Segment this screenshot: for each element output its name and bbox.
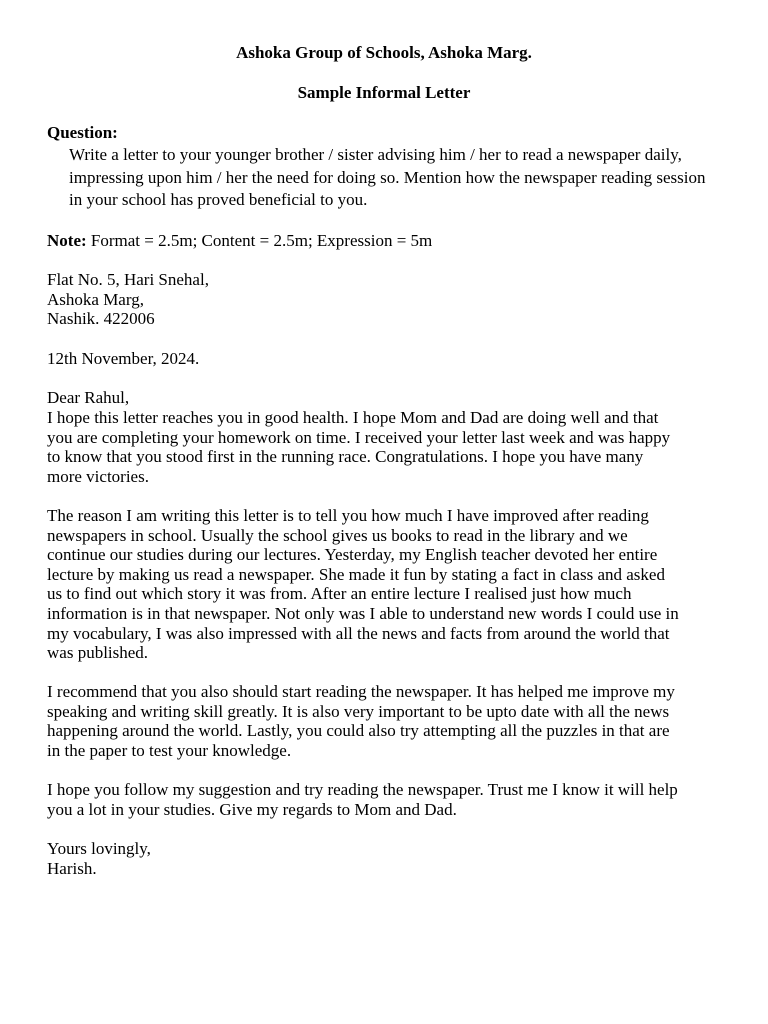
closing-phrase: Yours lovingly, (47, 839, 151, 858)
salutation: Dear Rahul, (47, 388, 130, 407)
text-line: happening around the world. Lastly, you could also try attempting all the puzzles in that are (47, 721, 670, 741)
text-line: I hope this letter reaches you in good health. I hope Mom and Dad are doing well and that (47, 408, 659, 427)
marks-note (47, 231, 432, 251)
body-paragraph-3 (47, 682, 727, 760)
text-line: information is in that newspaper. Not only was I able to understand new words I could use in (47, 603, 679, 623)
text-line: my vocabulary, I was also impressed with all the news and facts from around the world that (47, 623, 670, 643)
text-line: in the paper to test your knowledge. (47, 740, 292, 760)
text-line: you are completing your homework on time. I received your letter last week and was happy (47, 427, 671, 447)
question-heading: Question: (47, 123, 118, 142)
body-paragraph-4 (47, 780, 727, 819)
sender-address (47, 270, 727, 329)
question-text: Write a letter to your younger brother / sister advising him / her to read a newspaper daily, impressing upon him / her the need for doing so. Mention how the newspaper reading session in your school has proved beneficial to you. (69, 145, 706, 209)
address-line: Nashik. 422006 (47, 309, 155, 329)
text-line: continue our studies during our lectures. Yesterday, my English teacher devoted her entire (47, 545, 658, 565)
text-line: I recommend that you also should start reading the newspaper. It has helped me improve my (47, 682, 675, 701)
letter-closing (47, 839, 727, 878)
text-line: lecture by making us read a newspaper. She made it fun by stating a fact in class and asked (47, 564, 665, 584)
text-line: The reason I am writing this letter is to tell you how much I have improved after reading (47, 506, 649, 525)
body-paragraph-2 (47, 506, 727, 663)
text-line: I hope you follow my suggestion and try reading the newspaper. Trust me I know it will help (47, 780, 678, 799)
body-paragraph-1 (47, 408, 727, 486)
address-line: Flat No. 5, Hari Snehal, (47, 270, 209, 289)
text-line: to know that you stood first in the running race. Congratulations. I hope you have many (47, 447, 644, 467)
school-name: Ashoka Group of Schools, Ashoka Marg. (236, 43, 532, 62)
signature-name: Harish. (47, 858, 97, 878)
text-line: you a lot in your studies. Give my regards to Mom and Dad. (47, 799, 457, 819)
address-line: Ashoka Marg, (47, 289, 144, 309)
text-line: speaking and writing skill greatly. It is also very important to be upto date with all the news (47, 701, 670, 721)
note-text: Format = 2.5m; Content = 2.5m; Expression = 5m (86, 231, 433, 250)
text-line: us to find out which story it was from. After an entire lecture I realised just how much (47, 584, 632, 604)
document-title: Sample Informal Letter (297, 83, 471, 102)
text-line: newspapers in school. Usually the school gives us books to read in the library and we (47, 525, 628, 545)
text-line: was published. (47, 643, 149, 663)
text-line: more victories. (47, 466, 149, 486)
note-label: Note: (47, 231, 87, 250)
letter-date: 12th November, 2024. (47, 349, 200, 368)
